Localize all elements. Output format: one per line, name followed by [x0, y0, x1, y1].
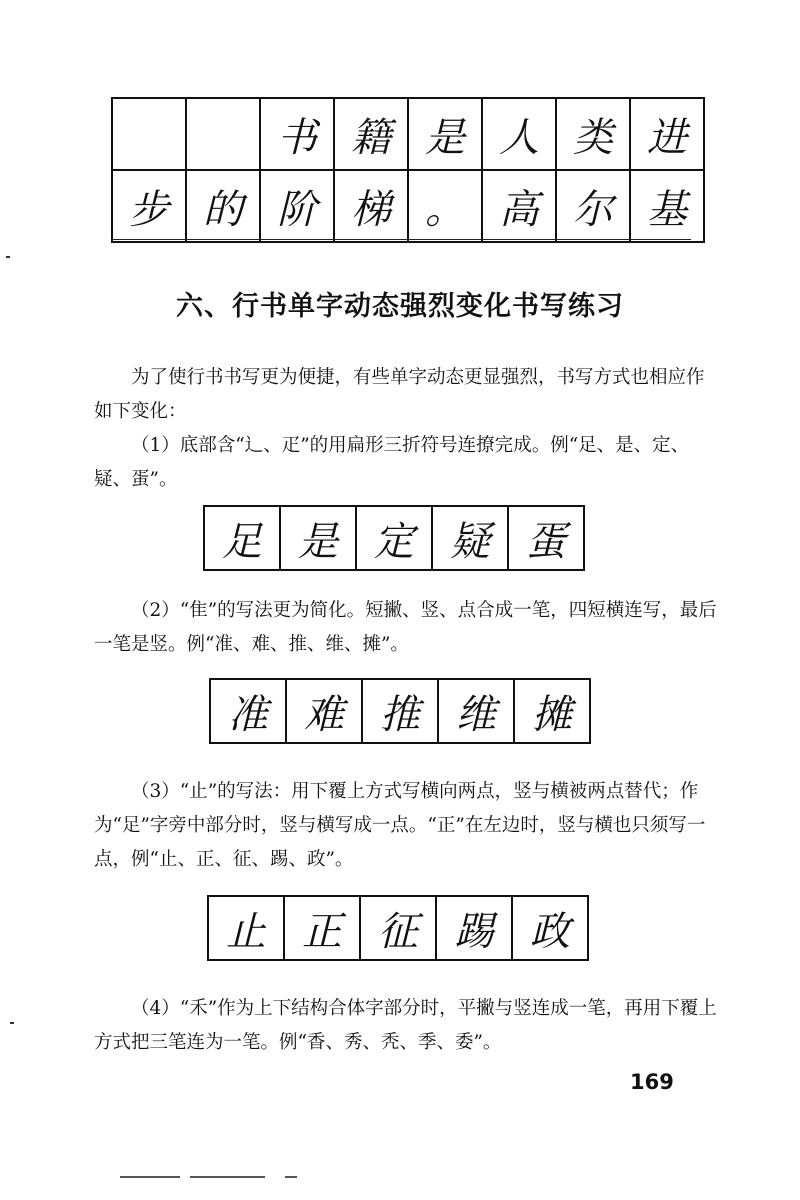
grid-cell: 。 — [408, 170, 482, 242]
practice-grid — [111, 97, 705, 243]
grid-cell: 高 — [482, 170, 556, 242]
example-char: 疑 — [432, 506, 508, 570]
grid-cell — [186, 98, 260, 170]
example-char: 是 — [280, 506, 356, 570]
grid-cell: 是 — [408, 98, 482, 170]
grid-row — [112, 170, 704, 242]
scan-speck — [10, 1022, 14, 1024]
grid-cell: 尔 — [556, 170, 630, 242]
item-2-text: （2）“隹”的写法更为简化。短撇、竖、点合成一笔，四短横连写，最后一笔是竖。例“准、难、推、维、摊”。 — [94, 600, 717, 655]
grid-cell: 基 — [630, 170, 704, 242]
grid-cell: 类 — [556, 98, 630, 170]
example-char: 足 — [204, 506, 280, 570]
grid-row — [112, 98, 704, 170]
example-chars-1 — [203, 505, 585, 571]
example-char: 止 — [208, 896, 284, 960]
scan-footer-mark — [190, 1176, 265, 1178]
section-title: 六、行书单字动态强烈变化书写练习 — [176, 291, 624, 322]
grid-cell: 阶 — [260, 170, 334, 242]
example-chars-3 — [207, 895, 589, 961]
item-1-text: （1）底部含“辶、疋”的用扁形三折符号连撩完成。例“足、是、定、疑、蛋”。 — [94, 435, 690, 490]
example-char: 维 — [438, 679, 514, 743]
example-char: 正 — [284, 896, 360, 960]
example-char: 征 — [360, 896, 436, 960]
example-char: 摊 — [514, 679, 590, 743]
grid-cell: 步 — [112, 170, 186, 242]
example-chars-2 — [209, 678, 591, 744]
example-char: 准 — [210, 679, 286, 743]
grid-cell: 书 — [260, 98, 334, 170]
scan-speck — [6, 256, 10, 258]
example-char: 定 — [356, 506, 432, 570]
grid-cell: 梯 — [334, 170, 408, 242]
grid-extension-line — [111, 239, 691, 240]
grid-cell: 籍 — [334, 98, 408, 170]
example-char: 踢 — [436, 896, 512, 960]
grid-cell: 人 — [482, 98, 556, 170]
example-char: 蛋 — [508, 506, 584, 570]
intro-paragraph: 为了使行书书写更为便捷，有些单字动态更显强烈，书写方式也相应作如下变化： — [94, 367, 705, 422]
page-number: 169 — [630, 1070, 674, 1094]
item-4-text: （4）“禾”作为上下结构合体字部分时，平撇与竖连成一笔，再用下覆上方式把三笔连为一笔。例“香、秀、秃、季、委”。 — [94, 998, 717, 1053]
grid-cell: 的 — [186, 170, 260, 242]
scan-footer-mark — [120, 1176, 180, 1178]
grid-cell: 进 — [630, 98, 704, 170]
scan-footer-mark — [285, 1176, 297, 1178]
item-3-text: （3）“止”的写法：用下覆上方式写横向两点，竖与横被两点替代；作为“足”字旁中部分时，竖与横写成一点。“正”在左边时，竖与横也只须写一点，例“止、正、征、踢、政”。 — [94, 781, 706, 870]
grid-cell — [112, 98, 186, 170]
example-char: 政 — [512, 896, 588, 960]
example-char: 难 — [286, 679, 362, 743]
example-char: 推 — [362, 679, 438, 743]
